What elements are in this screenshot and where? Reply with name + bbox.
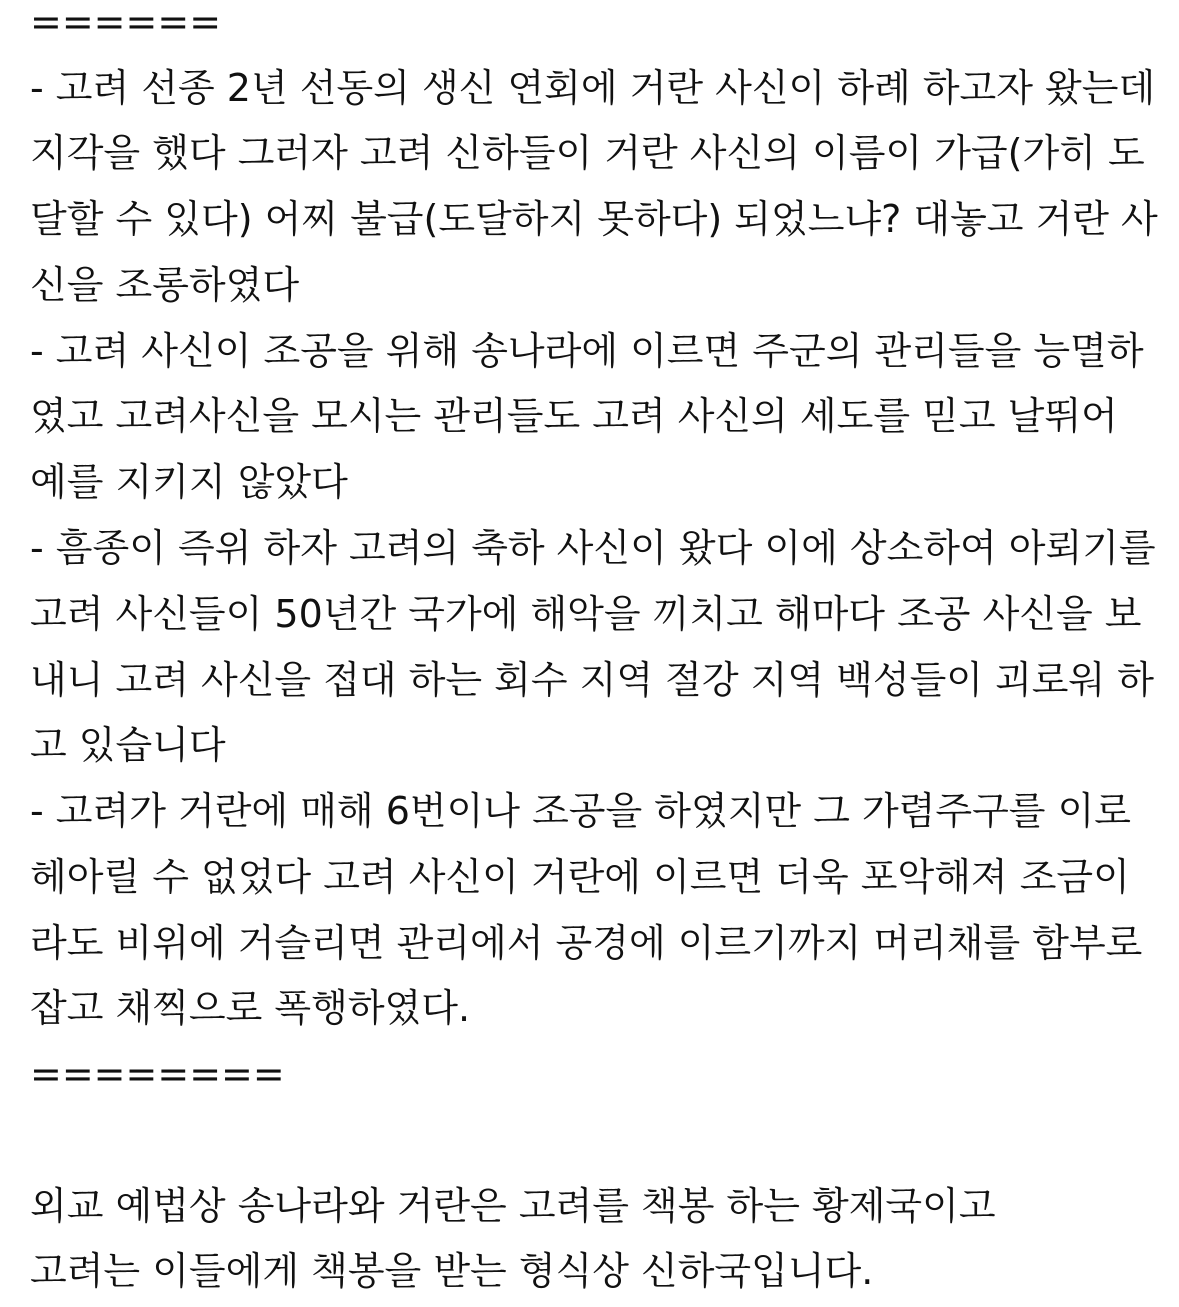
text-line: 내니 고려 사신을 접대 하는 회수 지역 절강 지역 백성들이 괴로워 하 bbox=[30, 658, 1154, 702]
text-line: 였고 고려사신을 모시는 관리들도 고려 사신의 세도를 믿고 날뛰어 bbox=[30, 394, 1118, 438]
text-line: 헤아릴 수 없었다 고려 사신이 거란에 이르면 더욱 포악해져 조금이 bbox=[30, 855, 1130, 899]
text-line: 고려 사신들이 50년간 국가에 해악을 끼치고 해마다 조공 사신을 보 bbox=[30, 592, 1142, 636]
separator-bottom: ======== bbox=[30, 1052, 285, 1096]
text-line: - 흠종이 즉위 하자 고려의 축하 사신이 왔다 이에 상소하여 아뢰기를 bbox=[30, 526, 1156, 570]
text-line: 잡고 채찍으로 폭행하였다. bbox=[30, 986, 471, 1030]
separator-top: ====== bbox=[30, 0, 222, 44]
text-line: 고려는 이들에게 책봉을 받는 형식상 신하국입니다. bbox=[30, 1249, 874, 1293]
text-line: - 고려 사신이 조공을 위해 송나라에 이르면 주군의 관리들을 능멸하 bbox=[30, 329, 1144, 373]
text-line: - 고려가 거란에 매해 6번이나 조공을 하였지만 그 가렴주구를 이로 bbox=[30, 789, 1132, 833]
text-line: 라도 비위에 거슬리면 관리에서 공경에 이르기까지 머리채를 함부로 bbox=[30, 921, 1143, 965]
text-line: 예를 지키지 않았다 bbox=[30, 460, 348, 504]
text-line: 달할 수 있다) 어찌 불급(도달하지 못하다) 되었느냐? 대놓고 거란 사 bbox=[30, 197, 1158, 241]
text-line: 지각을 했다 그러자 고려 신하들이 거란 사신의 이름이 가급(가히 도 bbox=[30, 131, 1145, 175]
text-line: 신을 조롱하였다 bbox=[30, 263, 300, 307]
text-line: 외교 예법상 송나라와 거란은 고려를 책봉 하는 황제국이고 bbox=[30, 1184, 996, 1228]
text-line: 고 있습니다 bbox=[30, 723, 226, 767]
text-line: - 고려 선종 2년 선동의 생신 연회에 거란 사신이 하례 하고자 왔는데 bbox=[30, 66, 1156, 110]
